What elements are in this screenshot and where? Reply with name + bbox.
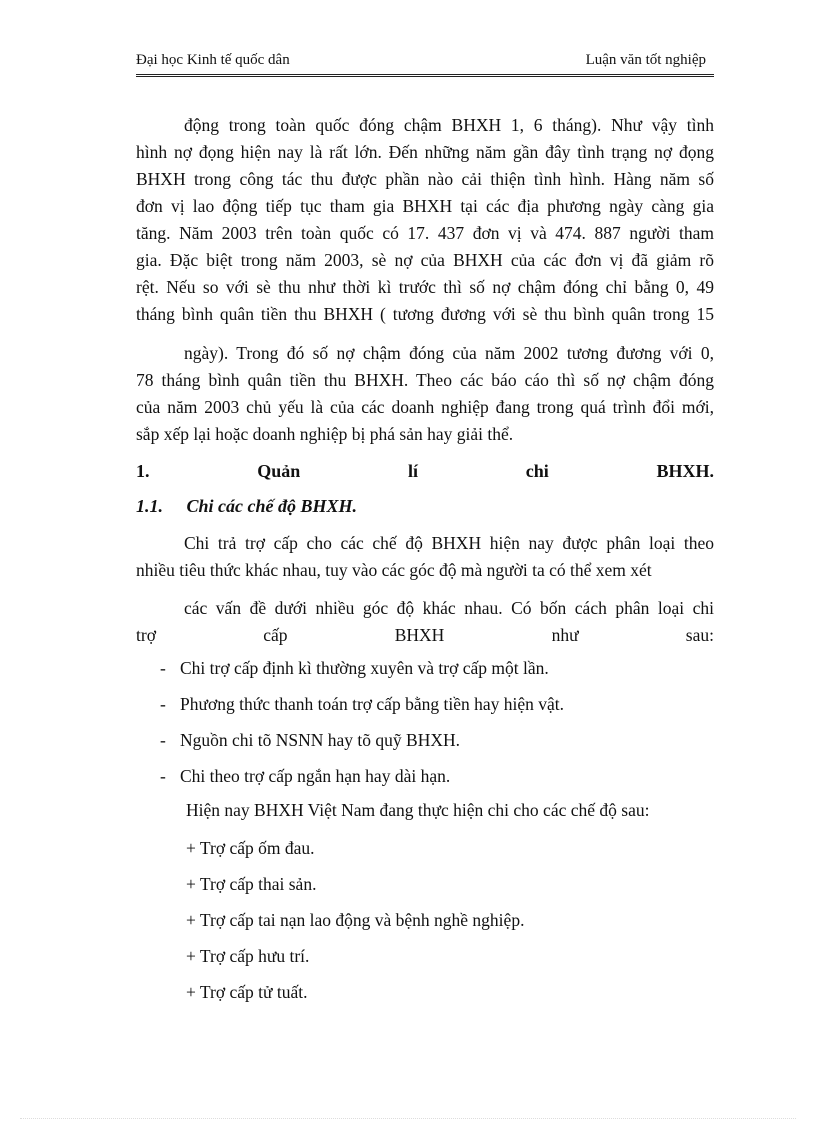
text-line: tăng. Năm 2003 trên toàn quốc có 17. 437 đơn vị và 474. 887 người tham <box>136 223 714 243</box>
section-heading-1 <box>136 461 714 482</box>
heading-word: lí <box>407 461 418 481</box>
text-line: tháng bình quân tiền thu BHXH ( tương đương với sè thu bình quân trong 15 <box>136 304 714 324</box>
heading-title: Chi các chế độ BHXH. <box>186 496 357 516</box>
text-line: động trong toàn quốc đóng chậm BHXH 1, 6 tháng). Như vậy tình <box>184 115 714 135</box>
list-item: + Trợ cấp tai nạn lao động và bệnh nghề nghiệp. <box>186 910 525 930</box>
footer-divider <box>20 1118 796 1119</box>
benefits-intro: Hiện nay BHXH Việt Nam đang thực hiện chi cho các chế độ sau: <box>186 800 650 820</box>
heading-number: 1. <box>136 461 150 481</box>
paragraph-debt-status <box>136 112 714 328</box>
paragraph-debt-2002-2003 <box>136 340 714 448</box>
text-line: sắp xếp lại hoặc doanh nghiệp bị phá sản hay giải thể. <box>136 424 514 444</box>
list-item: + Trợ cấp tử tuất. <box>186 982 308 1002</box>
heading-number: 1.1. <box>136 496 163 516</box>
list-item: - Chi trợ cấp định kì thường xuyên và trợ cấp một lần. <box>160 658 549 678</box>
header-thesis-label: Luận văn tốt nghiệp <box>585 52 706 68</box>
list-item: - Nguồn chi tõ NSNN hay tõ quỹ BHXH. <box>160 730 460 750</box>
text-line: nhiều tiêu thức khác nhau, tuy vào các góc độ mà người ta có thể xem xét <box>136 560 652 580</box>
heading-word: chi <box>525 461 549 481</box>
paragraph-classification <box>136 530 714 584</box>
text-line: trợ cấp BHXH như sau: <box>136 625 714 645</box>
paragraph-four-types <box>136 595 714 649</box>
list-item: + Trợ cấp hưu trí. <box>186 946 310 966</box>
text-line: BHXH trong công tác thu được phần nào cải thiện tình hình. Hàng năm số <box>136 169 714 189</box>
text-line: ngày). Trong đó số nợ chậm đóng của năm 2002 tương đương với 0, <box>184 343 714 363</box>
text-line: đơn vị lao động tiếp tục tham gia BHXH tại các địa phương ngày càng gia <box>136 196 714 216</box>
dash-list <box>160 655 564 799</box>
list-item: - Chi theo trợ cấp ngắn hạn hay dài hạn. <box>160 766 451 786</box>
text-line: các vấn đề dưới nhiều góc độ khác nhau. Có bốn cách phân loại chi <box>184 598 714 618</box>
text-line: Chi trả trợ cấp cho các chế độ BHXH hiện nay được phân loại theo <box>184 533 714 553</box>
text-line: của năm 2003 chủ yếu là của các doanh nghiệp đang trong quá trình đổi mới, <box>136 397 714 417</box>
heading-word: Quản <box>257 461 301 481</box>
benefit-list <box>186 835 524 1015</box>
text-line: 78 tháng bình quân tiền thu BHXH. Theo các báo cáo thì số nợ chậm đóng <box>136 370 714 390</box>
text-line: gia. Đặc biệt trong năm 2003, sè nợ của BHXH của các đơn vị đã giảm rõ <box>136 250 714 270</box>
list-item: + Trợ cấp thai sản. <box>186 874 317 894</box>
header-university: Đại học Kinh tế quốc dân <box>136 52 290 68</box>
heading-word: BHXH. <box>656 461 714 481</box>
list-item: + Trợ cấp ốm đau. <box>186 838 315 858</box>
page-header <box>136 52 714 77</box>
text-line: rệt. Nếu so với sè thu như thời kì trước thì số nợ chậm đóng chỉ bằng 0, 49 <box>136 277 714 297</box>
section-heading-1-1 <box>136 496 357 517</box>
text-line: hình nợ đọng hiện nay là rất lớn. Đến những năm gần đây tình trạng nợ đọng <box>136 142 714 162</box>
list-item: - Phương thức thanh toán trợ cấp bằng tiền hay hiện vật. <box>160 694 564 714</box>
